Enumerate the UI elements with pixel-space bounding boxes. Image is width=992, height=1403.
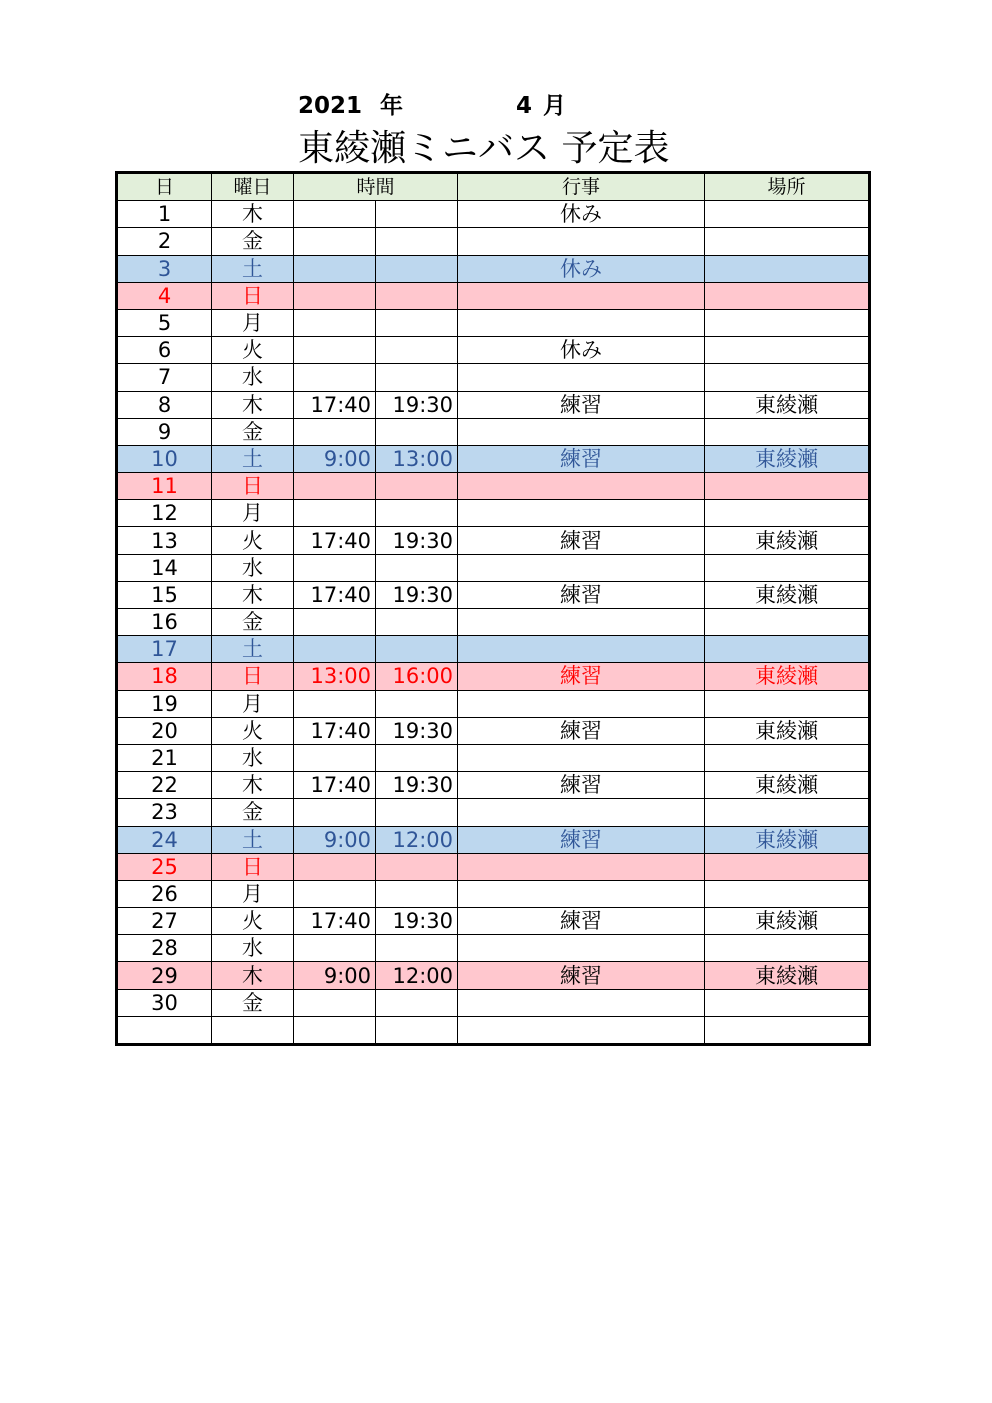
cell-place: 東綾瀬 (705, 581, 870, 608)
header-event: 行事 (458, 173, 705, 201)
table-row (117, 391, 870, 418)
cell-weekday: 日 (212, 282, 294, 309)
cell-start-time (294, 636, 376, 663)
cell-end-time (376, 500, 458, 527)
cell-day (117, 1016, 212, 1044)
cell-place (705, 636, 870, 663)
cell-weekday: 日 (212, 853, 294, 880)
cell-end-time (376, 201, 458, 228)
cell-event: 練習 (458, 717, 705, 744)
cell-place: 東綾瀬 (705, 663, 870, 690)
table-row (117, 364, 870, 391)
cell-place (705, 853, 870, 880)
cell-day: 20 (117, 717, 212, 744)
cell-day: 12 (117, 500, 212, 527)
table-row (117, 282, 870, 309)
cell-place: 東綾瀬 (705, 826, 870, 853)
cell-place (705, 935, 870, 962)
cell-event: 休み (458, 201, 705, 228)
cell-start-time (294, 418, 376, 445)
page-title: 東綾瀬ミニバス 予定表 (298, 128, 670, 169)
cell-day: 11 (117, 473, 212, 500)
cell-end-time (376, 337, 458, 364)
cell-event (458, 609, 705, 636)
cell-event: 休み (458, 337, 705, 364)
cell-end-time (376, 255, 458, 282)
cell-start-time: 17:40 (294, 581, 376, 608)
cell-weekday: 月 (212, 309, 294, 336)
cell-day: 16 (117, 609, 212, 636)
cell-event: 練習 (458, 962, 705, 989)
cell-end-time: 19:30 (376, 581, 458, 608)
cell-event (458, 989, 705, 1016)
cell-event (458, 690, 705, 717)
year-unit: 年 (380, 93, 403, 119)
cell-place: 東綾瀬 (705, 391, 870, 418)
header-place: 場所 (705, 173, 870, 201)
cell-day: 13 (117, 527, 212, 554)
cell-end-time (376, 228, 458, 255)
cell-event: 練習 (458, 391, 705, 418)
cell-start-time (294, 744, 376, 771)
cell-event (458, 500, 705, 527)
cell-end-time: 19:30 (376, 717, 458, 744)
table-row (117, 473, 870, 500)
cell-day: 21 (117, 744, 212, 771)
cell-weekday: 日 (212, 663, 294, 690)
cell-place (705, 1016, 870, 1044)
cell-event (458, 744, 705, 771)
cell-place (705, 418, 870, 445)
cell-day: 29 (117, 962, 212, 989)
cell-place (705, 609, 870, 636)
cell-start-time (294, 609, 376, 636)
cell-end-time: 19:30 (376, 772, 458, 799)
cell-event: 練習 (458, 772, 705, 799)
cell-end-time: 19:30 (376, 527, 458, 554)
cell-end-time (376, 744, 458, 771)
cell-event (458, 228, 705, 255)
cell-place (705, 228, 870, 255)
cell-event: 練習 (458, 445, 705, 472)
cell-weekday: 木 (212, 581, 294, 608)
table-row (117, 935, 870, 962)
cell-weekday (212, 1016, 294, 1044)
table-row (117, 989, 870, 1016)
cell-day: 28 (117, 935, 212, 962)
cell-place (705, 554, 870, 581)
table-row (117, 418, 870, 445)
cell-start-time (294, 228, 376, 255)
cell-end-time (376, 309, 458, 336)
cell-start-time (294, 282, 376, 309)
cell-day: 4 (117, 282, 212, 309)
cell-end-time (376, 282, 458, 309)
cell-start-time: 9:00 (294, 445, 376, 472)
cell-event: 練習 (458, 826, 705, 853)
cell-day: 5 (117, 309, 212, 336)
cell-event (458, 636, 705, 663)
cell-place (705, 309, 870, 336)
cell-end-time (376, 609, 458, 636)
cell-weekday: 月 (212, 880, 294, 907)
cell-weekday: 火 (212, 908, 294, 935)
cell-event: 練習 (458, 581, 705, 608)
cell-day: 14 (117, 554, 212, 581)
cell-day: 2 (117, 228, 212, 255)
table-row (117, 908, 870, 935)
cell-place (705, 989, 870, 1016)
cell-event: 練習 (458, 908, 705, 935)
table-row (117, 744, 870, 771)
cell-start-time: 17:40 (294, 391, 376, 418)
cell-day: 7 (117, 364, 212, 391)
cell-place (705, 282, 870, 309)
cell-day: 24 (117, 826, 212, 853)
cell-event (458, 309, 705, 336)
table-row (117, 500, 870, 527)
cell-weekday: 月 (212, 690, 294, 717)
cell-start-time (294, 880, 376, 907)
cell-weekday: 火 (212, 527, 294, 554)
cell-event (458, 1016, 705, 1044)
cell-end-time: 13:00 (376, 445, 458, 472)
table-row (117, 527, 870, 554)
cell-place: 東綾瀬 (705, 962, 870, 989)
cell-end-time (376, 799, 458, 826)
cell-day: 25 (117, 853, 212, 880)
cell-place (705, 255, 870, 282)
cell-event: 練習 (458, 663, 705, 690)
cell-day: 19 (117, 690, 212, 717)
cell-weekday: 木 (212, 962, 294, 989)
cell-day: 23 (117, 799, 212, 826)
table-row (117, 772, 870, 799)
cell-start-time: 9:00 (294, 826, 376, 853)
table-row (117, 853, 870, 880)
month-value: 4 (516, 93, 533, 119)
table-row (117, 962, 870, 989)
cell-event (458, 364, 705, 391)
cell-place (705, 799, 870, 826)
cell-start-time (294, 1016, 376, 1044)
cell-place (705, 201, 870, 228)
cell-end-time (376, 690, 458, 717)
table-row (117, 309, 870, 336)
table-row (117, 255, 870, 282)
cell-weekday: 水 (212, 935, 294, 962)
cell-end-time (376, 364, 458, 391)
cell-day: 8 (117, 391, 212, 418)
cell-place (705, 744, 870, 771)
table-row (117, 1016, 870, 1044)
header-row (117, 173, 870, 201)
cell-start-time: 13:00 (294, 663, 376, 690)
cell-start-time (294, 853, 376, 880)
cell-end-time (376, 473, 458, 500)
schedule-body (117, 201, 870, 1045)
table-row (117, 717, 870, 744)
cell-end-time: 12:00 (376, 826, 458, 853)
cell-day: 27 (117, 908, 212, 935)
cell-end-time (376, 418, 458, 445)
cell-start-time (294, 255, 376, 282)
cell-end-time: 16:00 (376, 663, 458, 690)
cell-event (458, 418, 705, 445)
cell-start-time (294, 364, 376, 391)
cell-end-time: 19:30 (376, 908, 458, 935)
cell-day: 17 (117, 636, 212, 663)
cell-place (705, 690, 870, 717)
cell-start-time: 17:40 (294, 527, 376, 554)
cell-day: 18 (117, 663, 212, 690)
cell-start-time (294, 554, 376, 581)
table-row (117, 228, 870, 255)
cell-event (458, 799, 705, 826)
cell-end-time: 12:00 (376, 962, 458, 989)
cell-day: 6 (117, 337, 212, 364)
cell-weekday: 金 (212, 799, 294, 826)
table-row (117, 554, 870, 581)
cell-weekday: 土 (212, 826, 294, 853)
table-row (117, 663, 870, 690)
cell-start-time: 17:40 (294, 717, 376, 744)
table-row (117, 445, 870, 472)
cell-weekday: 火 (212, 337, 294, 364)
cell-place: 東綾瀬 (705, 527, 870, 554)
table-row (117, 636, 870, 663)
cell-start-time (294, 201, 376, 228)
cell-event (458, 282, 705, 309)
cell-weekday: 土 (212, 445, 294, 472)
table-row (117, 690, 870, 717)
cell-start-time (294, 989, 376, 1016)
cell-start-time: 17:40 (294, 908, 376, 935)
cell-place (705, 880, 870, 907)
cell-end-time (376, 1016, 458, 1044)
cell-start-time (294, 337, 376, 364)
header-day: 日 (117, 173, 212, 201)
year-value: 2021 (298, 93, 363, 119)
cell-weekday: 月 (212, 500, 294, 527)
cell-place: 東綾瀬 (705, 717, 870, 744)
cell-start-time: 9:00 (294, 962, 376, 989)
cell-start-time (294, 690, 376, 717)
cell-weekday: 木 (212, 391, 294, 418)
schedule-table (115, 171, 871, 1046)
table-row (117, 581, 870, 608)
cell-day: 3 (117, 255, 212, 282)
cell-end-time (376, 935, 458, 962)
header-time: 時間 (294, 173, 458, 201)
table-row (117, 799, 870, 826)
cell-weekday: 日 (212, 473, 294, 500)
cell-weekday: 金 (212, 989, 294, 1016)
cell-end-time: 19:30 (376, 391, 458, 418)
cell-place: 東綾瀬 (705, 908, 870, 935)
cell-day: 15 (117, 581, 212, 608)
cell-event: 練習 (458, 527, 705, 554)
cell-end-time (376, 989, 458, 1016)
cell-weekday: 土 (212, 255, 294, 282)
cell-place: 東綾瀬 (705, 445, 870, 472)
cell-weekday: 土 (212, 636, 294, 663)
cell-start-time (294, 799, 376, 826)
table-row (117, 337, 870, 364)
cell-day: 1 (117, 201, 212, 228)
cell-day: 30 (117, 989, 212, 1016)
cell-weekday: 木 (212, 772, 294, 799)
cell-event (458, 935, 705, 962)
cell-weekday: 水 (212, 744, 294, 771)
table-row (117, 201, 870, 228)
table-row (117, 880, 870, 907)
cell-weekday: 木 (212, 201, 294, 228)
cell-place (705, 500, 870, 527)
cell-weekday: 水 (212, 364, 294, 391)
cell-start-time (294, 935, 376, 962)
cell-start-time (294, 473, 376, 500)
cell-place (705, 337, 870, 364)
cell-day: 26 (117, 880, 212, 907)
cell-weekday: 水 (212, 554, 294, 581)
cell-event (458, 853, 705, 880)
cell-start-time (294, 309, 376, 336)
cell-start-time: 17:40 (294, 772, 376, 799)
cell-weekday: 金 (212, 609, 294, 636)
cell-place: 東綾瀬 (705, 772, 870, 799)
cell-end-time (376, 853, 458, 880)
cell-event (458, 880, 705, 907)
cell-place (705, 473, 870, 500)
cell-event: 休み (458, 255, 705, 282)
cell-place (705, 364, 870, 391)
cell-day: 22 (117, 772, 212, 799)
cell-weekday: 金 (212, 418, 294, 445)
cell-end-time (376, 554, 458, 581)
table-row (117, 826, 870, 853)
table-row (117, 609, 870, 636)
cell-event (458, 473, 705, 500)
cell-day: 10 (117, 445, 212, 472)
cell-weekday: 火 (212, 717, 294, 744)
cell-end-time (376, 636, 458, 663)
cell-day: 9 (117, 418, 212, 445)
cell-event (458, 554, 705, 581)
cell-start-time (294, 500, 376, 527)
cell-weekday: 金 (212, 228, 294, 255)
header-weekday: 曜日 (212, 173, 294, 201)
month-unit: 月 (543, 93, 566, 119)
cell-end-time (376, 880, 458, 907)
